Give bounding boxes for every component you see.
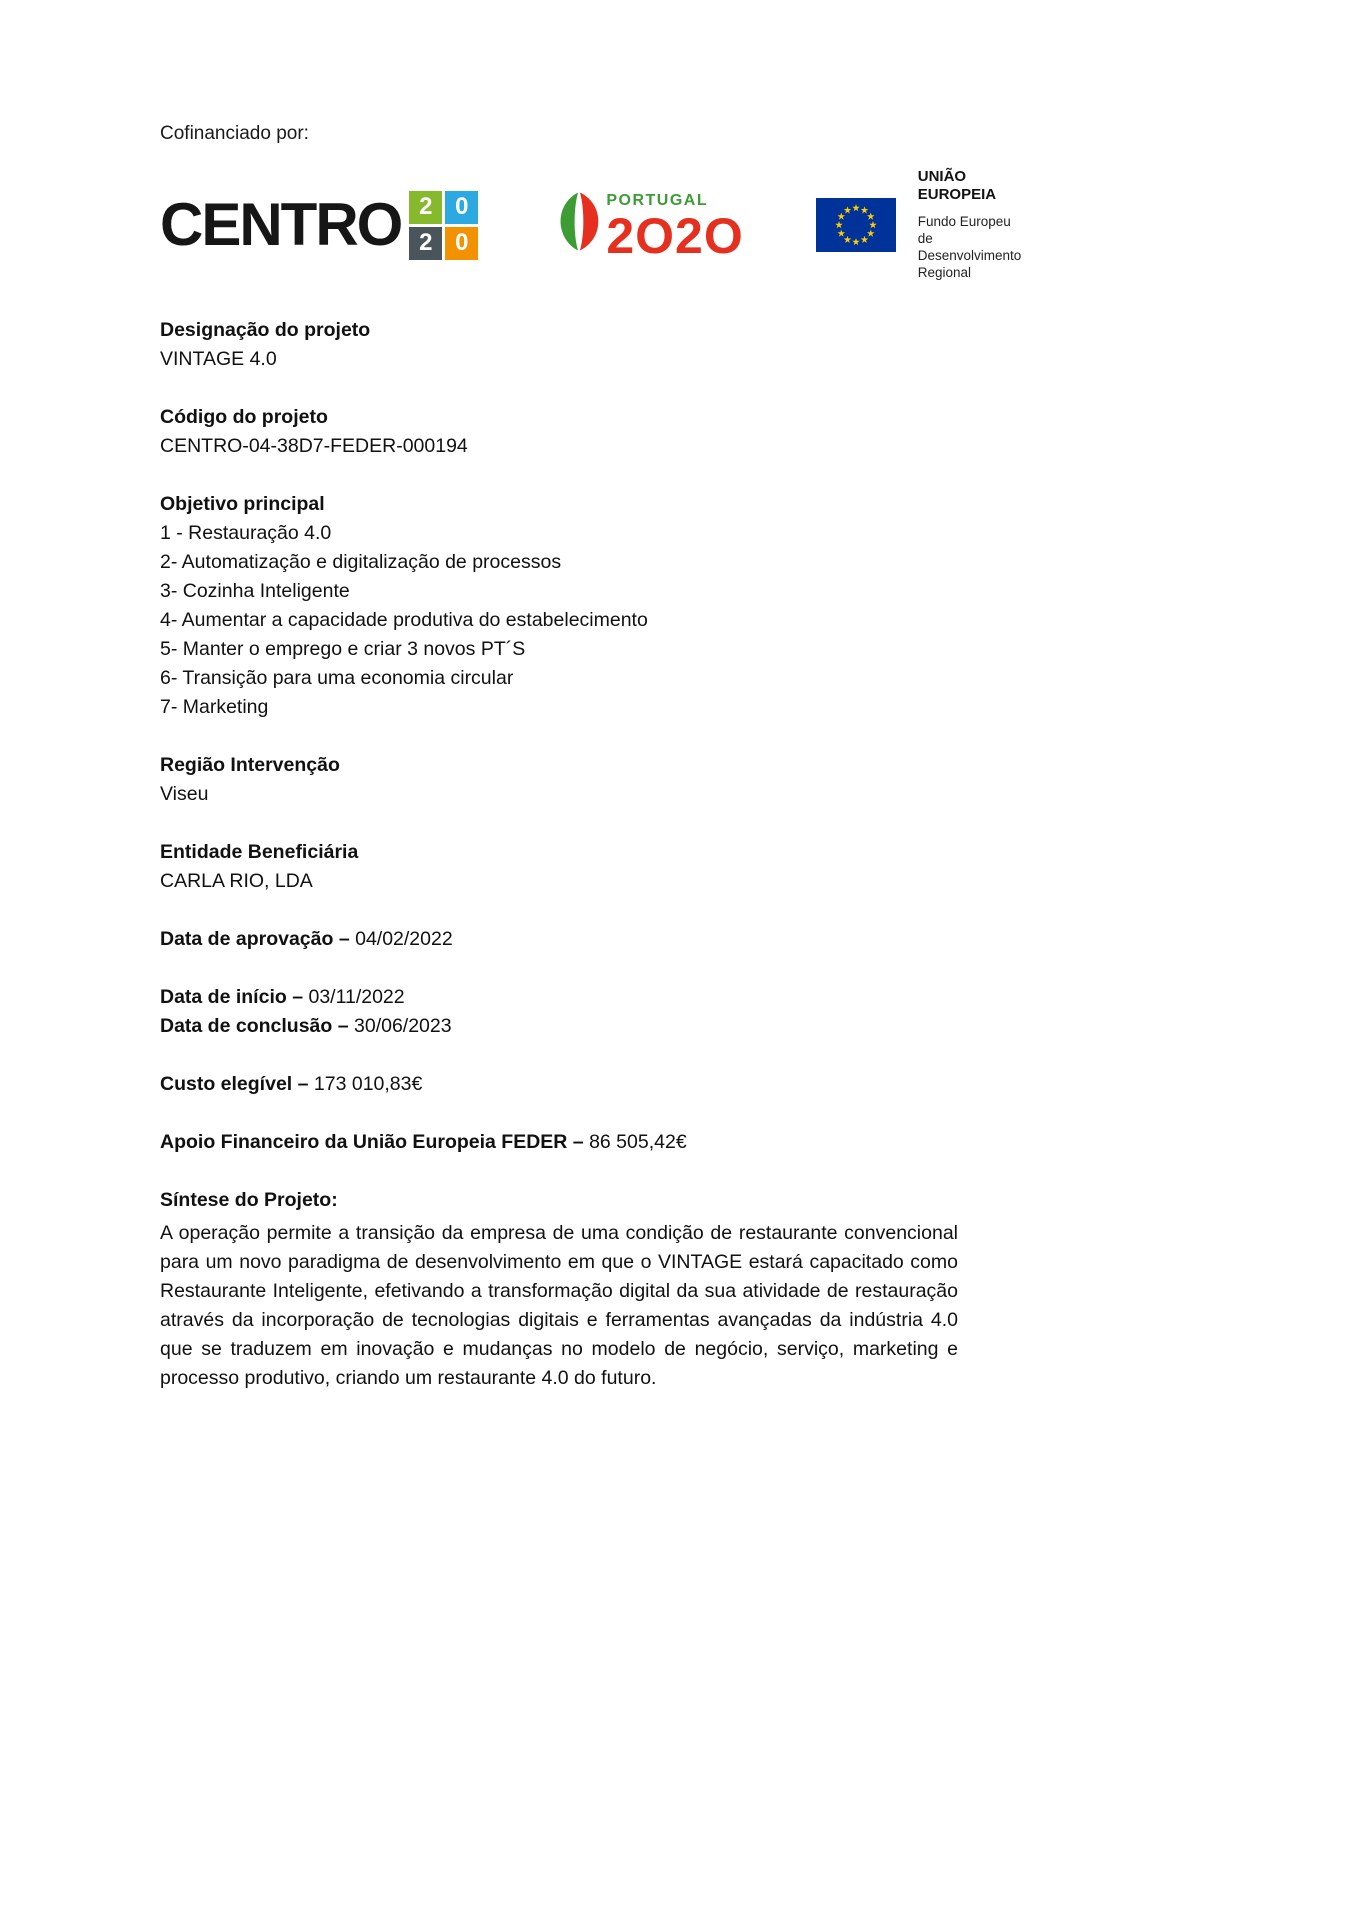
section-apoio [160,1128,958,1157]
conclusao-label: Data de conclusão – [160,1015,349,1037]
portugal-2020-logo [556,189,744,264]
objetivo-item: 6- Transição para uma economia circular [160,667,514,689]
entidade-heading: Entidade Beneficiária [160,841,359,863]
portugal-label: PORTUGAL [606,192,709,209]
section-datas [160,983,958,1041]
apoio-label: Apoio Financeiro da União Europeia FEDER – [160,1131,584,1153]
portugal-2020-text [606,189,744,264]
section-aprovacao [160,925,958,954]
conclusao-value: 30/06/2023 [354,1015,452,1037]
inicio-value: 03/11/2022 [308,986,405,1008]
centro-2020-logo [160,191,478,260]
inicio-label: Data de início – [160,986,304,1008]
eu-name-label: UNIÃO EUROPEIA [917,168,997,204]
section-custo [160,1070,958,1099]
section-codigo [160,403,958,461]
eu-fund-line2: de Desenvolvimento Regional [917,231,1022,280]
objetivo-item: 7- Marketing [160,696,269,718]
regiao-heading: Região Intervenção [160,754,340,776]
custo-value: 173 010,83€ [313,1073,423,1095]
eu-flag-icon [816,198,896,252]
objetivo-item: 3- Cozinha Inteligente [160,580,350,602]
codigo-value: CENTRO-04-38D7-FEDER-000194 [160,435,468,457]
cofinanced-by-label: Cofinanciado por: [160,123,309,144]
section-regiao [160,751,958,809]
objetivo-item: 5- Manter o emprego e criar 3 novos PT´S [160,638,526,660]
objetivo-item: 4- Aumentar a capacidade produtiva do estabelecimento [160,609,648,631]
regiao-value: Viseu [160,783,209,805]
codigo-heading: Código do projeto [160,406,328,428]
centro-2020-grid [409,191,478,260]
sintese-heading: Síntese do Projeto: [160,1189,338,1211]
inicio-line [160,983,958,1012]
section-entidade [160,838,958,896]
centro-grid-digit: 0 [445,191,478,224]
centro-grid-digit: 2 [409,191,442,224]
aprovacao-line [160,925,958,954]
custo-label: Custo elegível – [160,1073,309,1095]
aprovacao-value: 04/02/2022 [355,928,453,950]
eu-fund-line1: Fundo Europeu [917,214,1011,230]
document-body [160,316,958,1393]
eu-text-block [918,168,1022,282]
entidade-value: CARLA RIO, LDA [160,870,313,892]
designacao-value: VINTAGE 4.0 [160,348,277,370]
centro-wordmark: CENTRO [160,191,402,258]
section-sintese [160,1186,958,1393]
logos-row [160,168,1022,280]
designacao-heading: Designação do projeto [160,319,371,341]
objetivo-item: 1 - Restauração 4.0 [160,522,332,544]
section-designacao [160,316,958,374]
apoio-line [160,1128,958,1157]
apoio-value: 86 505,42€ [589,1131,687,1153]
aprovacao-label: Data de aprovação – [160,928,350,950]
centro-grid-digit: 0 [445,227,478,260]
section-objetivo [160,490,958,722]
eu-logo [816,168,1022,282]
sintese-paragraph: A operação permite a transição da empresa de uma condição de restaurante convencional para um novo paradigma de desenvolvimento em que o VINTAGE estará capacitado como Restaurante Inteligente, efetivando a transformação digital da sua atividade de restauração através da incorporação de tecnologias digitais e ferramentas avançadas da indústria 4.0 que se traduzem em inovação e mudanças no modelo de negócio, serviço, marketing e processo produtivo, criando um restaurante 4.0 do futuro. [160,1222,958,1389]
eu-fund-label [918,214,1022,282]
objetivo-item: 2- Automatização e digitalização de processos [160,551,562,573]
portugal-2020-leaf-icon [556,189,602,258]
conclusao-line [160,1012,958,1041]
portugal-2020-year: 2O2O [606,208,744,264]
centro-grid-digit: 2 [409,227,442,260]
objetivo-heading: Objetivo principal [160,493,325,515]
custo-line [160,1070,958,1099]
